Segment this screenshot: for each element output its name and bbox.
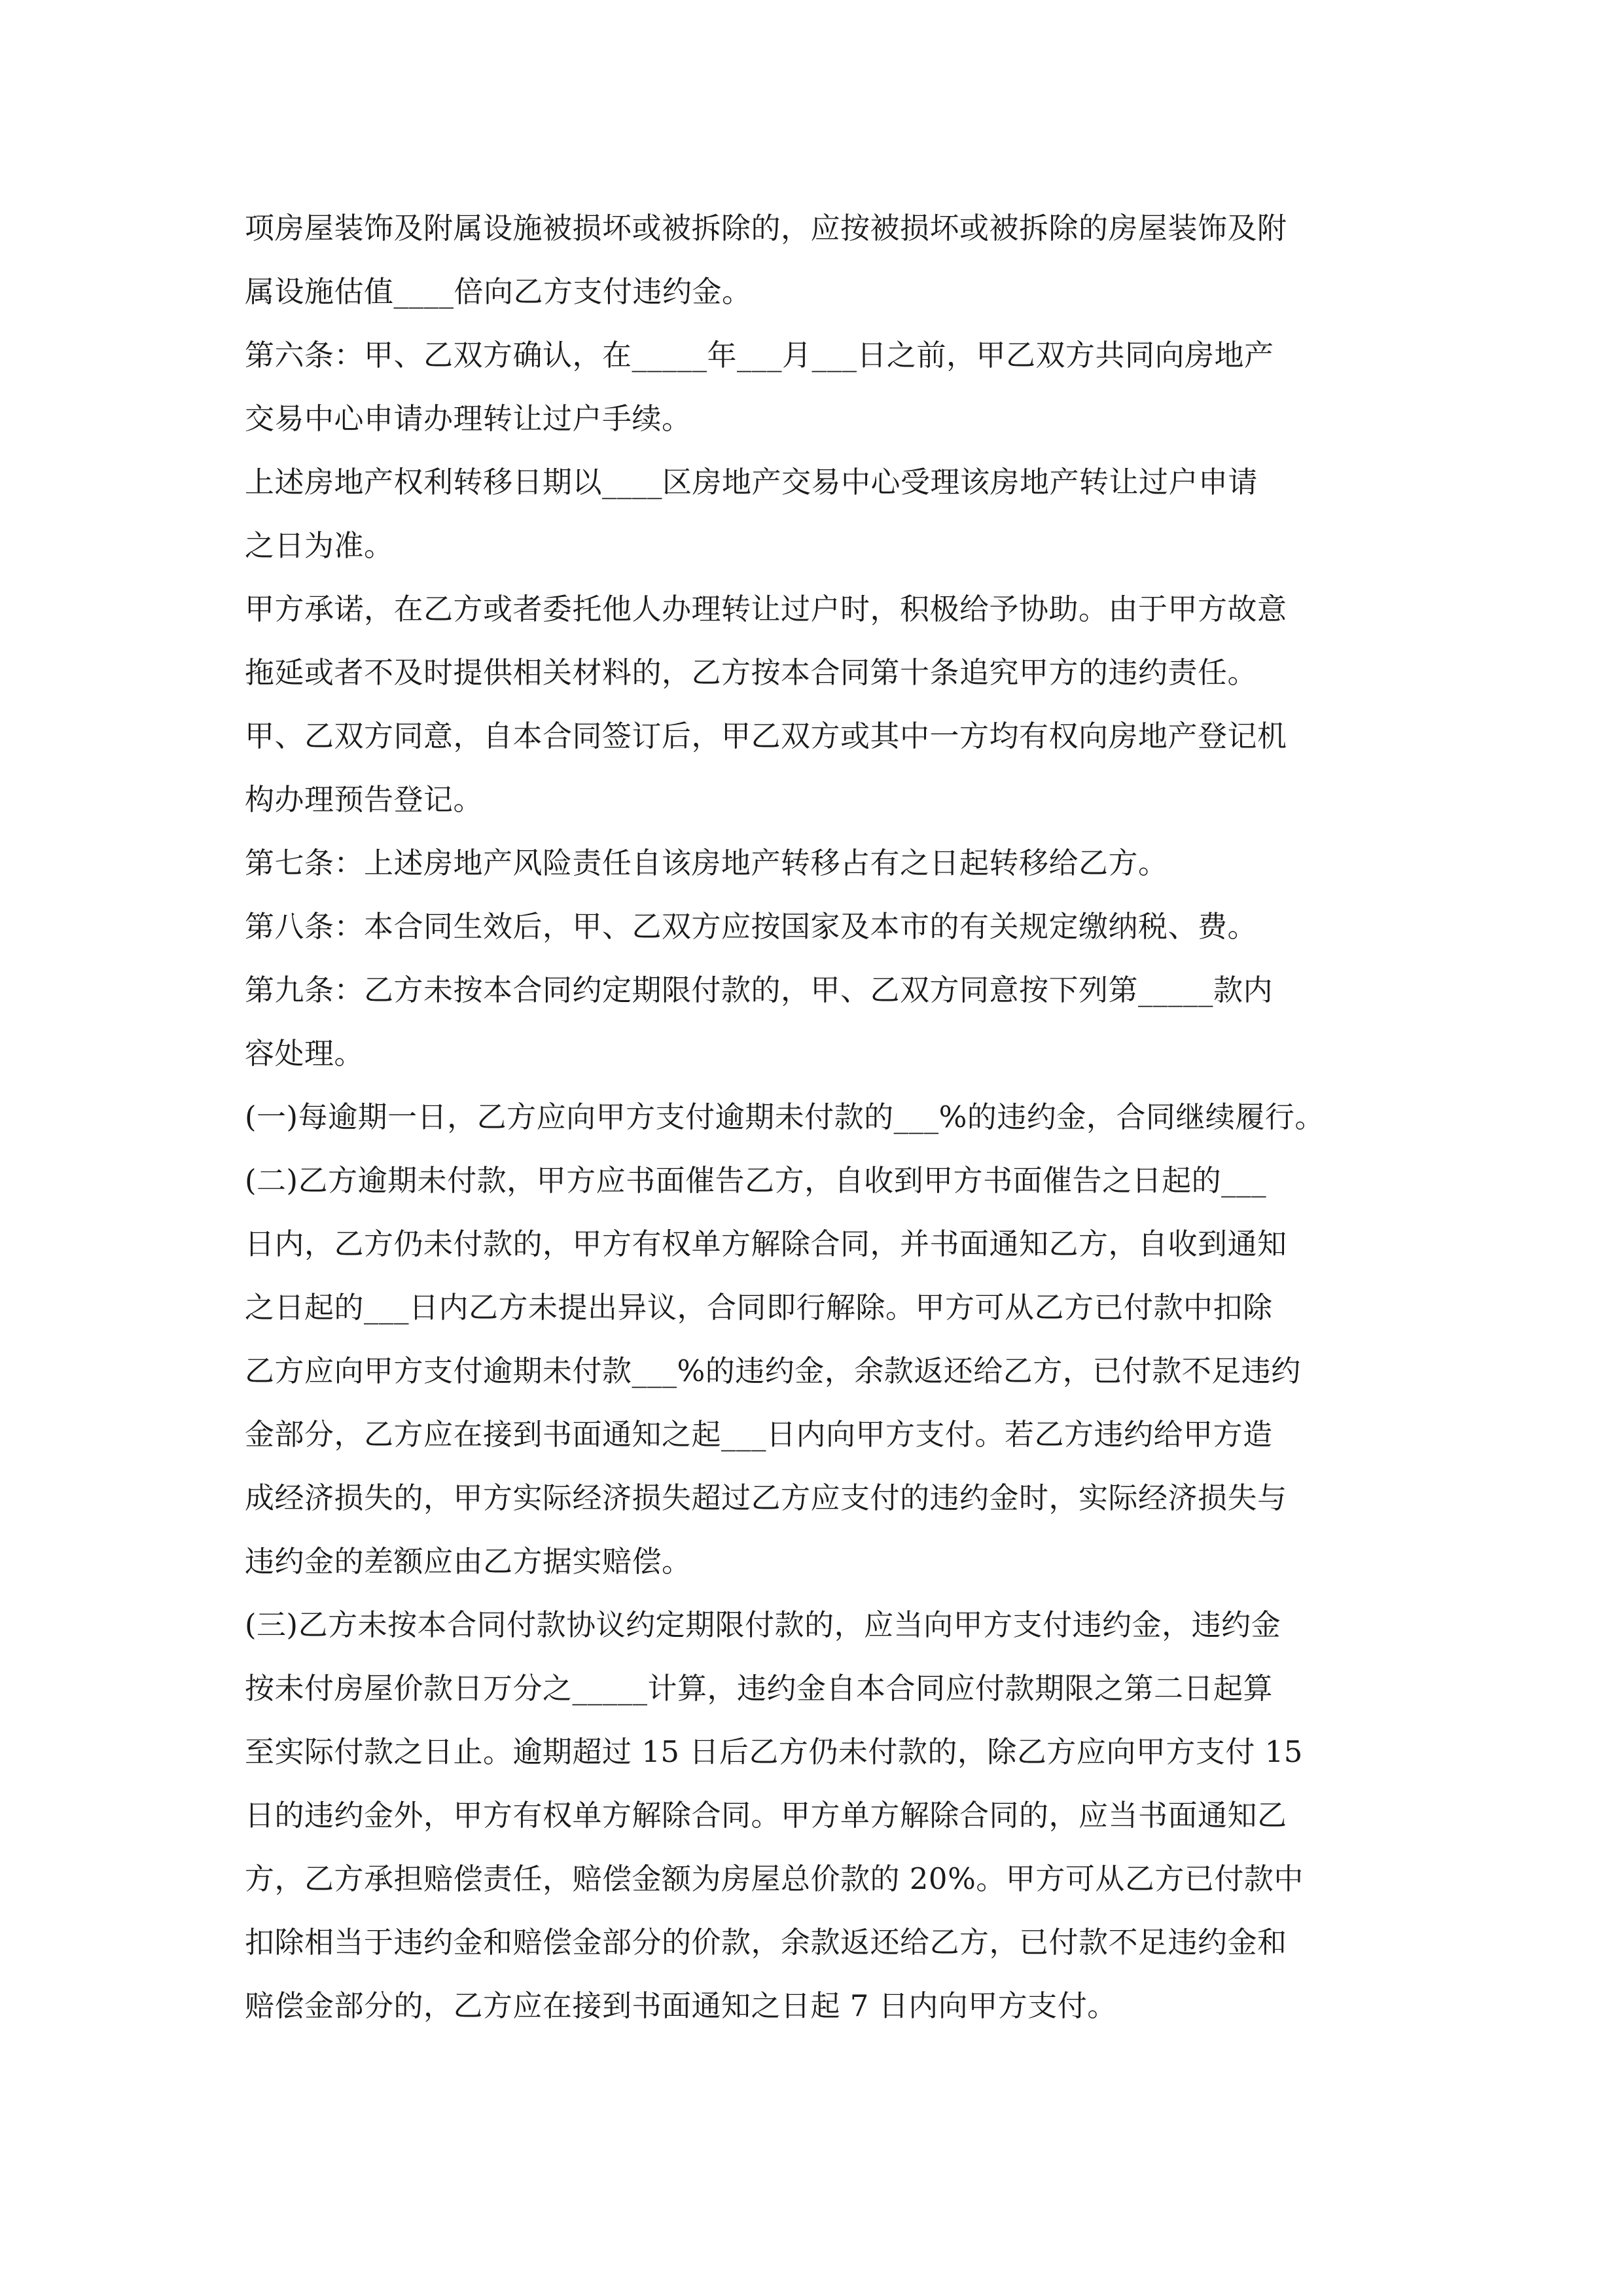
text-line: 方，乙方承担赔偿责任，赔偿金额为房屋总价款的 20%。甲方可从乙方已付款中 <box>245 1861 1304 1896</box>
article-6-line: 第六条：甲、乙双方确认，在_____年___月___日之前，甲乙双方共同向房地产 <box>245 338 1274 372</box>
clause-2-line: (二)乙方逾期未付款，甲方应书面催告乙方，自收到甲方书面催告之日起的___ <box>245 1163 1267 1198</box>
contract-text <box>245 196 1378 2037</box>
text-line: 之日为准。 <box>245 528 394 563</box>
text-line: 之日起的___日内乙方未提出异议，合同即行解除。甲方可从乙方已付款中扣除 <box>245 1290 1273 1325</box>
text-line: 按未付房屋价款日万分之_____计算，违约金自本合同应付款期限之第二日起算 <box>245 1671 1274 1706</box>
clause-3-line: (三)乙方未按本合同付款协议约定期限付款的，应当向甲方支付违约金，违约金 <box>245 1607 1281 1642</box>
text-line: 扣除相当于违约金和赔偿金部分的价款，余款返还给乙方，已付款不足违约金和 <box>245 1925 1287 1960</box>
text-line: 交易中心申请办理转让过户手续。 <box>245 401 692 436</box>
text-line: 日的违约金外，甲方有权单方解除合同。甲方单方解除合同的，应当书面通知乙 <box>245 1798 1287 1833</box>
text-line: 赔偿金部分的，乙方应在接到书面通知之日起 7 日内向甲方支付。 <box>245 1988 1117 2023</box>
clause-1-line: (一)每逾期一日，乙方应向甲方支付逾期未付款的___%的违约金，合同继续履行。 <box>245 1100 1325 1134</box>
text-line: 至实际付款之日止。逾期超过 15 日后乙方仍未付款的，除乙方应向甲方支付 15 <box>245 1734 1303 1769</box>
text-line: 属设施估值____倍向乙方支付违约金。 <box>245 274 752 309</box>
text-line: 乙方应向甲方支付逾期未付款___%的违约金，余款返还给乙方，已付款不足违约 <box>245 1354 1301 1388</box>
text-line: 甲方承诺，在乙方或者委托他人办理转让过户时，积极给予协助。由于甲方故意 <box>245 592 1287 626</box>
article-9-line: 第九条：乙方未按本合同约定期限付款的，甲、乙双方同意按下列第_____款内 <box>245 973 1274 1007</box>
text-line: 拖延或者不及时提供相关材料的，乙方按本合同第十条追究甲方的违约责任。 <box>245 655 1258 690</box>
text-line: 项房屋装饰及附属设施被损坏或被拆除的，应按被损坏或被拆除的房屋装饰及附 <box>245 211 1287 245</box>
text-line: 成经济损失的，甲方实际经济损失超过乙方应支付的违约金时，实际经济损失与 <box>245 1480 1287 1515</box>
article-7-line: 第七条：上述房地产风险责任自该房地产转移占有之日起转移给乙方。 <box>245 846 1168 880</box>
text-line: 违约金的差额应由乙方据实赔偿。 <box>245 1544 692 1579</box>
text-line: 容处理。 <box>245 1036 365 1071</box>
text-line: 金部分，乙方应在接到书面通知之起___日内向甲方支付。若乙方违约给甲方造 <box>245 1417 1273 1452</box>
text-line: 日内，乙方仍未付款的，甲方有权单方解除合同，并书面通知乙方，自收到通知 <box>245 1227 1287 1261</box>
text-line: 上述房地产权利转移日期以____区房地产交易中心受理该房地产转让过户申请 <box>245 465 1258 499</box>
text-line: 构办理预告登记。 <box>245 782 484 817</box>
text-line: 甲、乙双方同意，自本合同签订后，甲乙双方或其中一方均有权向房地产登记机 <box>245 719 1287 753</box>
article-8-line: 第八条：本合同生效后，甲、乙双方应按国家及本市的有关规定缴纳税、费。 <box>245 909 1258 944</box>
